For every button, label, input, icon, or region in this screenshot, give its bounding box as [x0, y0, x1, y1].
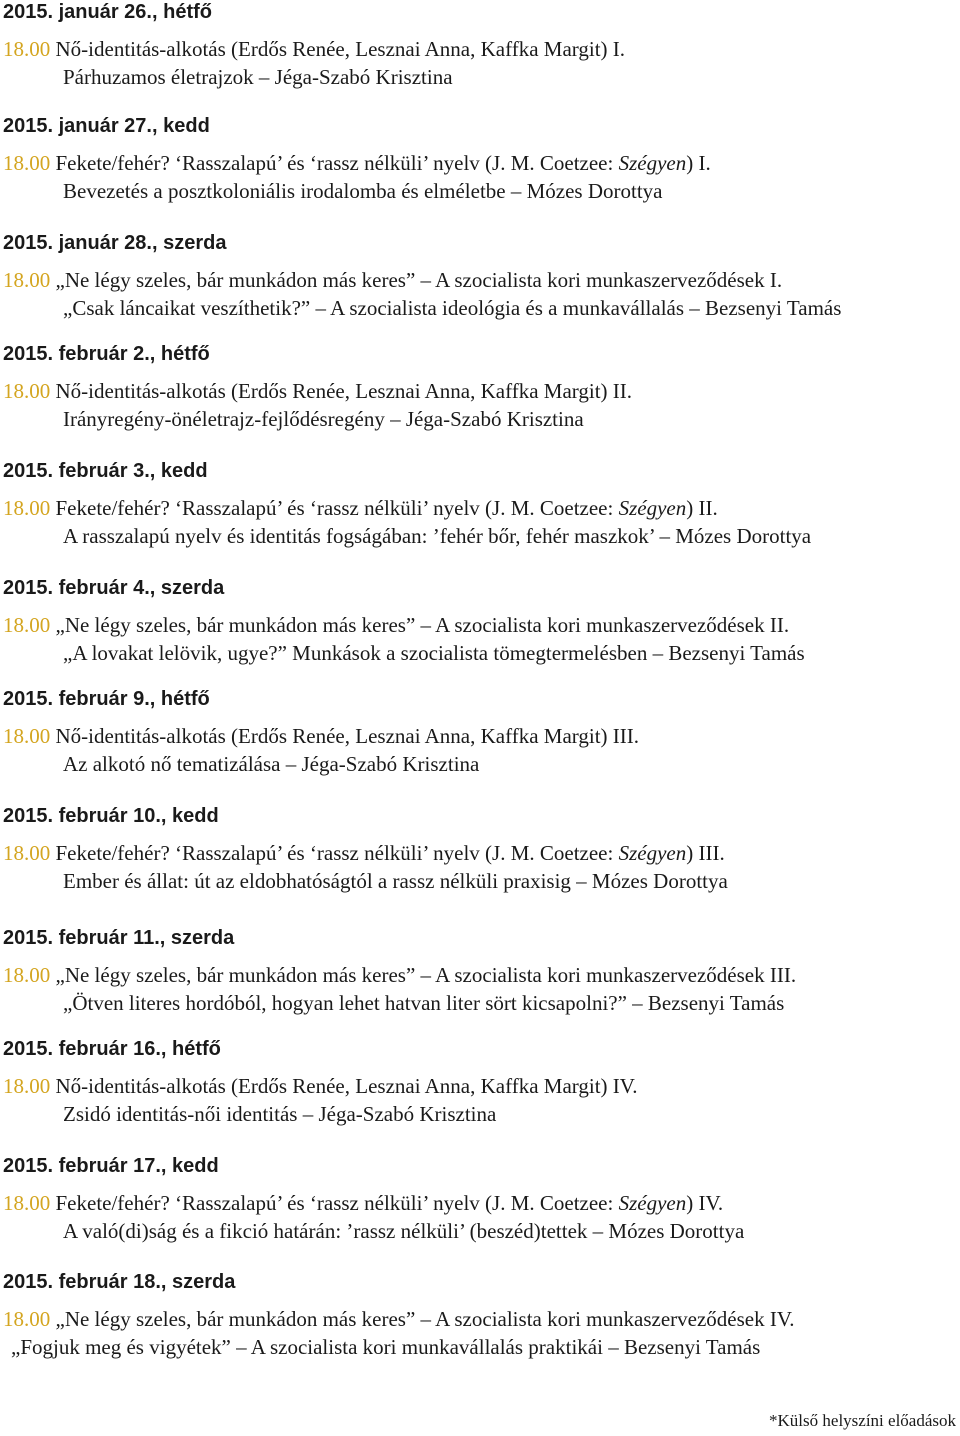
event-title-line [3, 494, 811, 522]
date-text: 2015. január 27. [3, 115, 152, 137]
schedule-day [3, 231, 841, 322]
event-time: 18.00 [3, 37, 51, 61]
event-title-segment: „Ne légy szeles, bár munkádon más keres” – A szocialista kori munkaszerveződések III. [55, 963, 797, 987]
event-title-segment: Fekete/fehér? ‘Rasszalapú’ és ‘rassz nélküli’ nyelv (J. M. Coetzee: [55, 1191, 619, 1215]
day-date: 2015. január 28., szerda [3, 232, 227, 254]
event-title-segment: ) III. [686, 841, 725, 865]
event-title-segment: „Ne légy szeles, bár munkádon más keres” – A szocialista kori munkaszerveződések IV. [55, 1307, 795, 1331]
day-date: 2015. február 18., szerda [3, 1271, 236, 1293]
work-title: Szégyen [618, 496, 687, 520]
event-title-line [3, 839, 728, 867]
event-time: 18.00 [3, 963, 51, 987]
day-date: 2015. január 27., kedd [3, 115, 210, 137]
event-subtitle-segment: A való(di)ság és a fikció határán: ’rassz nélküli’ (beszéd)tettek – Mózes Dorottya [63, 1219, 745, 1243]
footnote: *Külső helyszíni előadások [769, 1411, 956, 1430]
day-date: 2015. február 2., hétfő [3, 343, 210, 365]
event-subtitle-segment: „Fogjuk meg és vigyétek” – A szocialista kori munkavállalás praktikái – Bezsenyi Tamás [11, 1335, 761, 1359]
date-text: 2015. február 2. [3, 343, 150, 365]
date-text: 2015. február 10. [3, 805, 161, 827]
event-subtitle-segment: Zsidó identitás-női identitás – Jéga-Szabó Krisztina [63, 1102, 497, 1126]
event-title-line [3, 722, 639, 750]
schedule-day [3, 114, 711, 205]
event-subtitle-line [3, 750, 639, 778]
event-title-line [3, 35, 625, 63]
event-subtitle-line [3, 522, 811, 550]
date-text: 2015. február 4. [3, 577, 150, 599]
event-subtitle-line [3, 1333, 795, 1361]
event-time: 18.00 [3, 1191, 51, 1215]
event-title-line [3, 1189, 744, 1217]
event-subtitle-segment: Irányregény-önéletrajz-fejlődésregény – Jéga-Szabó Krisztina [63, 407, 584, 431]
event-time: 18.00 [3, 1307, 51, 1331]
weekday-text: hétfő [163, 1, 212, 23]
date-text: 2015. február 11. [3, 927, 160, 949]
weekday-text: hétfő [160, 688, 210, 710]
event-title-line [3, 1305, 795, 1333]
event-title-line [3, 266, 841, 294]
event-time: 18.00 [3, 379, 51, 403]
event-time: 18.00 [3, 151, 51, 175]
event-title-line [3, 149, 711, 177]
event-time: 18.00 [3, 724, 51, 748]
day-date: 2015. február 11., szerda [3, 927, 235, 949]
work-title: Szégyen [618, 841, 687, 865]
day-date: 2015. február 16., hétfő [3, 1038, 221, 1060]
weekday-text: hétfő [172, 1038, 221, 1060]
schedule-day [3, 576, 805, 667]
event-subtitle-line [3, 639, 805, 667]
schedule-day [3, 1154, 744, 1245]
date-text: 2015. február 16. [3, 1038, 161, 1060]
weekday-text: kedd [163, 115, 210, 137]
day-date: 2015. február 9., hétfő [3, 688, 210, 710]
event-time: 18.00 [3, 268, 51, 292]
weekday-text: kedd [172, 1155, 219, 1177]
event-subtitle-segment: „Csak láncaikat veszíthetik?” – A szocialista ideológia és a munkavállalás – Bezsenyi Tamás [63, 296, 842, 320]
day-date: 2015. február 4., szerda [3, 577, 225, 599]
event-subtitle-segment: Ember és állat: út az eldobhatóságtól a rassz nélküli praxisig – Mózes Dorottya [63, 869, 728, 893]
weekday-text: szerda [172, 1271, 236, 1293]
weekday-text: kedd [172, 805, 219, 827]
event-title-segment: ) IV. [686, 1191, 724, 1215]
date-text: 2015. január 28. [3, 232, 152, 254]
schedule-day [3, 1037, 638, 1128]
event-title-line [3, 961, 796, 989]
event-title-segment: „Ne légy szeles, bár munkádon más keres” – A szocialista kori munkaszerveződések II. [55, 613, 790, 637]
work-title: Szégyen [618, 1191, 687, 1215]
event-time: 18.00 [3, 841, 51, 865]
schedule-day [3, 926, 796, 1017]
schedule-day [3, 804, 728, 895]
weekday-text: szerda [160, 577, 225, 599]
work-title: Szégyen [618, 151, 687, 175]
schedule-day [3, 342, 632, 433]
event-subtitle-segment: „Ötven literes hordóból, hogyan lehet hatvan liter sört kicsapolni?” – Bezsenyi Tamás [63, 991, 785, 1015]
day-date: 2015. február 10., kedd [3, 805, 219, 827]
event-title-segment: Fekete/fehér? ‘Rasszalapú’ és ‘rassz nélküli’ nyelv (J. M. Coetzee: [55, 151, 619, 175]
event-title-line [3, 377, 632, 405]
event-title-segment: „Ne légy szeles, bár munkádon más keres” – A szocialista kori munkaszerveződések I. [55, 268, 783, 292]
event-subtitle-line [3, 989, 796, 1017]
event-subtitle-segment: A rasszalapú nyelv és identitás fogságában: ’fehér bőr, fehér maszkok’ – Mózes Dorottya [63, 524, 812, 548]
weekday-text: hétfő [160, 343, 210, 365]
event-subtitle-line [3, 1100, 638, 1128]
event-time: 18.00 [3, 1074, 51, 1098]
event-subtitle-segment: Párhuzamos életrajzok – Jéga-Szabó Krisztina [63, 65, 453, 89]
event-title-line [3, 611, 805, 639]
day-date: 2015. január 26., hétfő [3, 1, 212, 23]
event-title-segment: Fekete/fehér? ‘Rasszalapú’ és ‘rassz nélküli’ nyelv (J. M. Coetzee: [55, 496, 619, 520]
event-title-segment: Nő-identitás-alkotás (Erdős Renée, Lesznai Anna, Kaffka Margit) IV. [55, 1074, 638, 1098]
date-text: 2015. február 9. [3, 688, 150, 710]
event-subtitle-segment: „A lovakat lelövik, ugye?” Munkások a szocialista tömegtermelésben – Bezsenyi Tamás [63, 641, 805, 665]
event-time: 18.00 [3, 613, 51, 637]
event-title-segment: Fekete/fehér? ‘Rasszalapú’ és ‘rassz nélküli’ nyelv (J. M. Coetzee: [55, 841, 619, 865]
event-title-segment: Nő-identitás-alkotás (Erdős Renée, Lesznai Anna, Kaffka Margit) III. [55, 724, 640, 748]
schedule-day [3, 687, 639, 778]
event-subtitle-line [3, 177, 711, 205]
event-subtitle-line [3, 867, 728, 895]
schedule-day [3, 459, 811, 550]
event-title-segment: ) II. [686, 496, 718, 520]
event-time: 18.00 [3, 496, 51, 520]
date-text: 2015. január 26. [3, 1, 152, 23]
day-date: 2015. február 3., kedd [3, 460, 208, 482]
schedule-day [3, 0, 625, 91]
event-subtitle-line [3, 1217, 744, 1245]
day-date: 2015. február 17., kedd [3, 1155, 219, 1177]
event-subtitle-line [3, 63, 625, 91]
event-title-line [3, 1072, 638, 1100]
event-title-segment: Nő-identitás-alkotás (Erdős Renée, Lesznai Anna, Kaffka Margit) I. [55, 37, 626, 61]
date-text: 2015. február 18. [3, 1271, 161, 1293]
date-text: 2015. február 17. [3, 1155, 161, 1177]
weekday-text: kedd [160, 460, 208, 482]
date-text: 2015. február 3. [3, 460, 150, 482]
weekday-text: szerda [170, 927, 235, 949]
event-title-segment: ) I. [686, 151, 711, 175]
event-subtitle-segment: Az alkotó nő tematizálása – Jéga-Szabó Krisztina [63, 752, 480, 776]
event-subtitle-line [3, 405, 632, 433]
event-title-segment: Nő-identitás-alkotás (Erdős Renée, Lesznai Anna, Kaffka Margit) II. [55, 379, 633, 403]
schedule-day [3, 1270, 795, 1361]
weekday-text: szerda [163, 232, 227, 254]
event-subtitle-segment: Bevezetés a posztkoloniális irodalomba és elméletbe – Mózes Dorottya [63, 179, 663, 203]
event-subtitle-line [3, 294, 841, 322]
